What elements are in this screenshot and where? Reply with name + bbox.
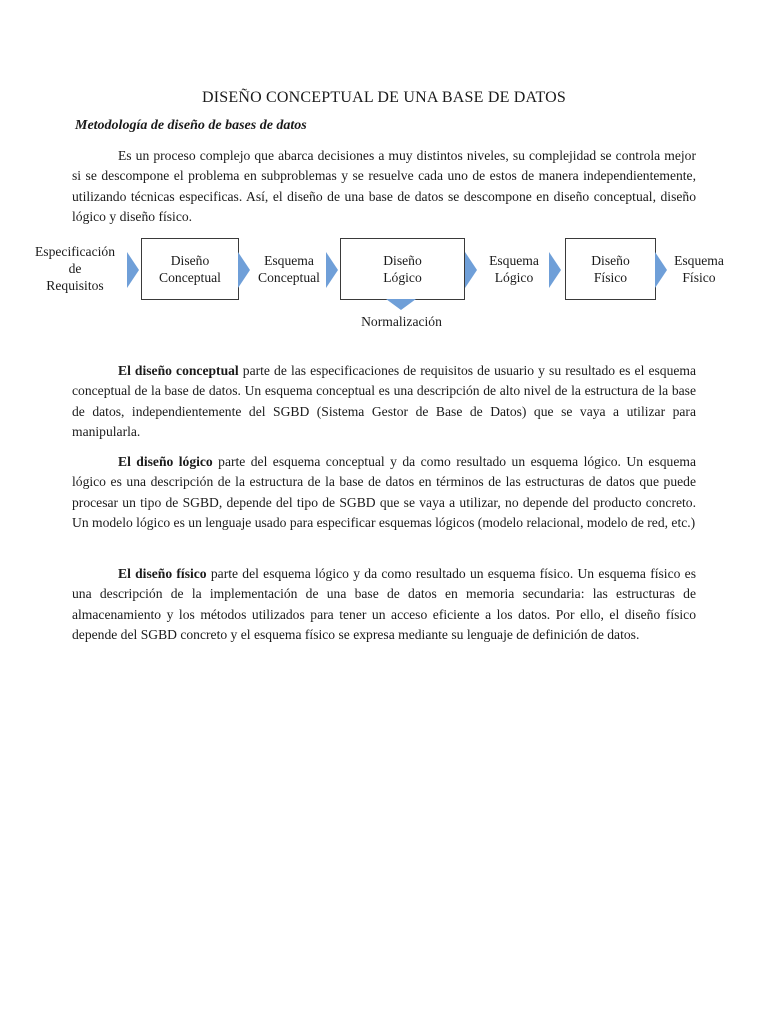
requirements-label-line-1: Especificación bbox=[34, 244, 115, 259]
intro-paragraph: Es un proceso complejo que abarca decisiones a muy distintos niveles, su complejidad se controla mejor si se descompone el problema en subproblemas y se resuelve cada uno de estos de manera independientemente, utilizando técnicas especificas. Así, el diseño de una base de datos se descompone en diseño conceptual, diseño lógico y diseño físico. bbox=[72, 148, 696, 225]
conceptual-schema-label-line-1: Esquema bbox=[264, 253, 314, 268]
physical-design-term: El diseño físico bbox=[118, 566, 207, 581]
conceptual-design-box-line-2: Conceptual bbox=[159, 270, 221, 285]
physical-design-paragraph bbox=[72, 564, 696, 646]
section-subtitle: Metodología de diseño de bases de datos bbox=[75, 118, 307, 133]
arrow-right-icon bbox=[326, 252, 338, 288]
logical-design-box bbox=[340, 238, 465, 300]
conceptual-design-paragraph bbox=[72, 361, 696, 443]
arrow-right-icon bbox=[238, 252, 250, 288]
logical-design-box-line-1: Diseño bbox=[383, 253, 422, 268]
conceptual-design-text: parte de las especificaciones de requisitos de usuario y su resultado es el esquema conceptual de la base de datos. Un esquema conceptual es una descripción de alto nivel de la estructura de la base de datos, independientemente del SGBD (Sistema Gestor de Base de Datos) que se vaya a utilizar para manipularla. bbox=[72, 363, 697, 440]
arrow-right-icon bbox=[127, 252, 139, 288]
physical-design-box-line-2: Físico bbox=[593, 270, 628, 285]
physical-schema-label bbox=[667, 252, 731, 286]
arrow-up-icon bbox=[386, 299, 416, 310]
page-title: DISEÑO CONCEPTUAL DE UNA BASE DE DATOS bbox=[201, 89, 567, 106]
physical-schema-label-line-2: Físico bbox=[682, 270, 716, 285]
requirements-label-line-3: Requisitos bbox=[46, 278, 104, 293]
conceptual-design-box-line-1: Diseño bbox=[170, 253, 210, 268]
conceptual-design-term: El diseño conceptual bbox=[118, 363, 239, 378]
logical-design-text: parte del esquema conceptual y da como resultado un esquema lógico. Un esquema lógico es una descripción de la estructura de la base de datos en términos de las estructuras de datos que puede procesar un tipo de SGBD, depende del tipo de SGBD que se vaya a utilizar, no depende del producto concreto. Un modelo lógico es un lenguaje usado para especificar esquemas lógicos (modelo relacional, modelo de red, etc.) bbox=[72, 454, 696, 531]
physical-design-box bbox=[565, 238, 656, 300]
logical-schema-label-line-1: Esquema bbox=[489, 253, 539, 268]
physical-design-text: parte del esquema lógico y da como resultado un esquema físico. Un esquema físico es una descripción de la implementación de una base de datos en memoria secundaria: las estructuras de almacenamiento y los métodos utilizados para tener un acceso eficiente a los datos. Por ello, el diseño físico depende del SGBD concreto y el esquema físico se expresa mediante su lenguaje de definición de datos. bbox=[72, 566, 696, 643]
normalization-label: Normalización bbox=[361, 314, 442, 329]
physical-design-box-line-1: Diseño bbox=[591, 253, 630, 268]
conceptual-schema-label bbox=[252, 252, 326, 286]
logical-design-box-line-2: Lógico bbox=[383, 270, 422, 285]
requirements-label-line-2: de bbox=[68, 261, 82, 276]
logical-schema-label bbox=[479, 252, 549, 286]
arrow-right-icon bbox=[655, 252, 667, 288]
logical-design-term: El diseño lógico bbox=[118, 454, 213, 469]
arrow-right-icon bbox=[549, 252, 561, 288]
logical-schema-label-line-2: Lógico bbox=[494, 270, 534, 285]
logical-design-paragraph bbox=[72, 452, 696, 534]
requirements-label bbox=[24, 243, 126, 294]
physical-schema-label-line-1: Esquema bbox=[674, 253, 724, 268]
conceptual-design-box bbox=[141, 238, 239, 300]
arrow-right-icon bbox=[465, 252, 477, 288]
conceptual-schema-label-line-2: Conceptual bbox=[258, 270, 320, 285]
